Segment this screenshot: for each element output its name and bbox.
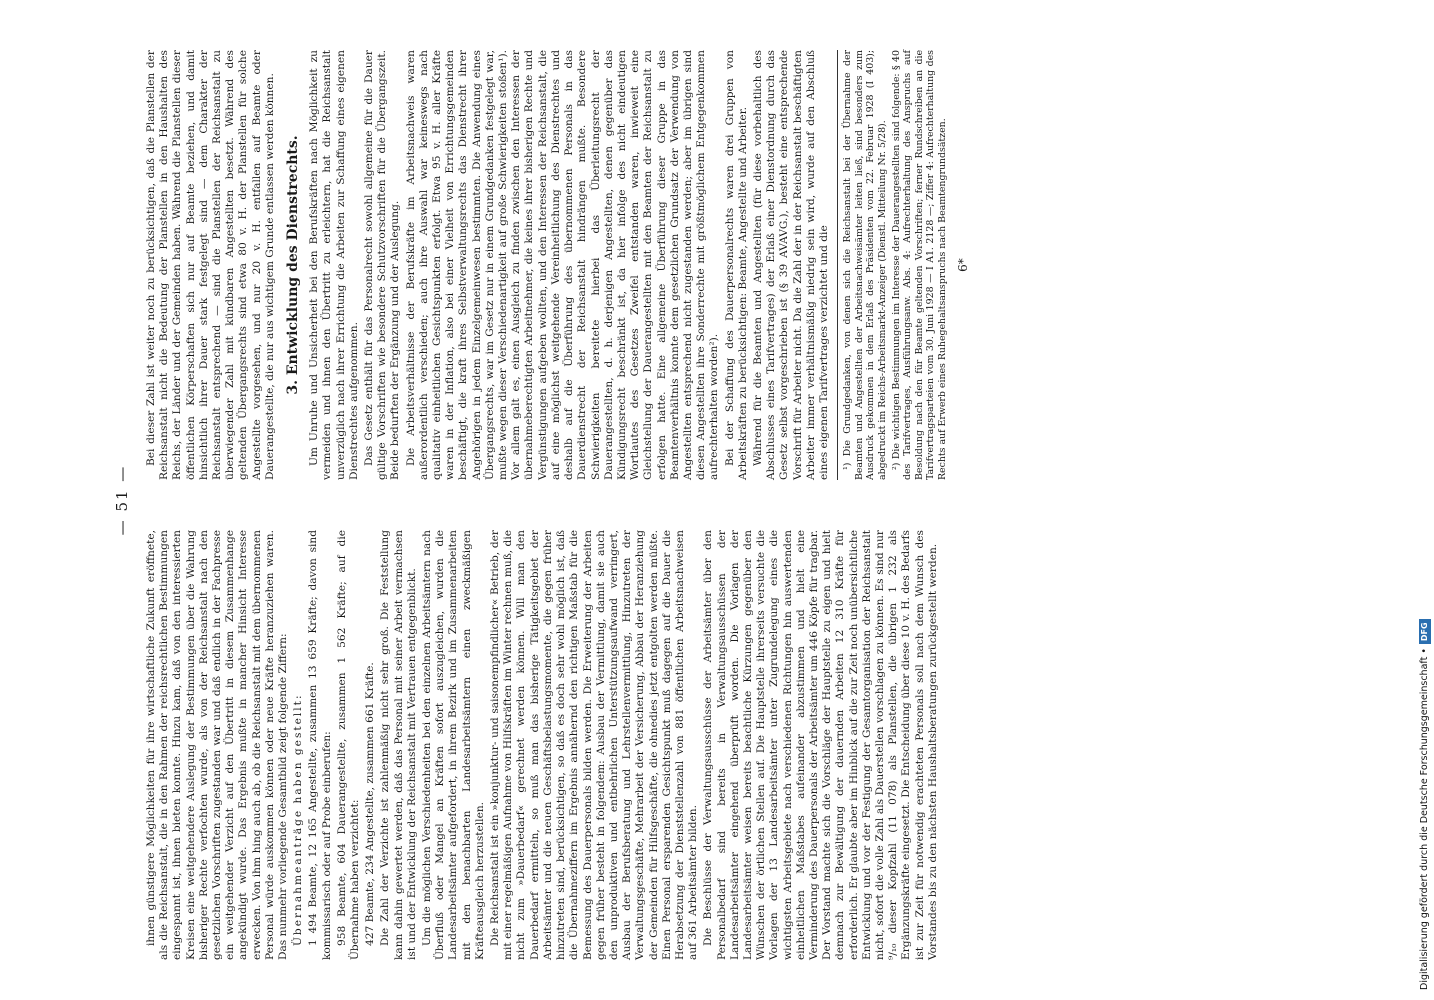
digitization-credit <box>1418 10 1432 990</box>
page-number: — 51 — <box>113 464 131 536</box>
footnote: ²) Die wichtigen Bestimmungen im Interesse der Dauerangestellten sind folgende: § 40 des Tarifvertrages, Ausführungsanw. Abs. 4: Aufrechterhaltung des Anspruchs auf Besoldung nach den für Beamte geltenden Vorschriften; ferner Rundschreiben an die Tarifvertragsparteien vom 30. Juni 1928 — I A1. 2128 —; Ziffer 4: Aufrechterhaltung des Rechts auf Erwerb eines Ruhegehaltsanspruchs nach Beamtengrundsätzen. <box>890 50 948 480</box>
stat-line: 427 Beamte, 234 Angestellte, zusammen 661 Kräfte. <box>364 662 377 946</box>
paragraph: Während für die Beamten und Angestellten (für diese vorbehaltlich des Abschlusses eines Tarifvertrages) der Erlaß einer Dienstordnung durch das Gesetz selbst vorgeschrieben ist (§ 39 AVAVG.), besteht eine entsprechende Vorschrift für Arbeiter nicht. Da die Zahl der in der Reichsanstalt beschäftigten Arbeiter immer verhältnismäßig niedrig sein wird, wurde auf den Abschluß eines eigenen Tarifvertrages verzichtet und die <box>751 50 830 480</box>
document-spread <box>105 0 1425 1000</box>
paragraph: ihnen günstigere Möglichkeiten für ihre wirtschaftliche Zukunft eröffnete, als die Reichsanstalt, die in den Rahmen der reichsrechtlichen Bestimmungen eingespannt ist, ihnen bieten konnte. Hinzu kam, daß von den interessierten Kreisen eine weitgehendere Auslegung der Bestimmungen über die Wahrung bisheriger Rechte verfochten wurde, als von der Reichsanstalt nach den gesetzlichen Vorschriften zugestanden war und daß endlich in der Fachpresse ein weitgehender Verzicht auf den Übertritt in diesem Zusammenhange angekündigt wurde. Das Ergebnis mußte in mancher Hinsicht Interesse erwecken. Von ihm hing auch ab, ob die Reichsanstalt mit dem übernommenen Personal würde auskommen können oder neue Kräfte heranzuziehen waren. Das nunmehr vorliegende Gesamtbild zeigt folgende Ziffern: <box>145 530 290 960</box>
right-column <box>145 50 970 480</box>
paragraph: Die Beschlüsse der Verwaltungsausschüsse der Arbeitsämter über den Personalbedarf sind bereits in Verwaltungsausschüssen der Landesarbeitsämter eingehend überprüft worden. Die Vorlagen der Landesarbeitsämter weisen bereits beachtliche Kürzungen gegenüber den Wünschen der örtlichen Stellen auf. Die Hauptstelle ihrerseits versuchte die Vorlagen der 13 Landesarbeitsämter unter Zugrundelegung eines die wichtigsten Arbeitsgebiete nach verschiedenen Richtungen hin auswertenden einheitlichen Maßstabes aufeinander abzustimmen und hielt eine Verminderung des Dauerpersonals der Arbeitsämter um 446 Köpfe für tragbar. Der Vorstand machte sich die Vorschläge der Hauptstelle zu eigen und hielt demnach zur Bewältigung der dauernden Arbeiten 12 310 Kräfte für erforderlich. Er glaubte aber im Hinblick auf die zur Zeit noch unübersichtliche Entwicklung und vor der Festigung der Gesamtorganisation der Reichsanstalt nicht, sofort die volle Zahl als Dauerstellen vorschlagen zu können. Es sind nur ⁹/₁₀ dieser Kopfzahl (11 078) als Planstellen, die übrigen 1 232 als Ergänzungskräfte eingesetzt. Die Entscheidung über diese 10 v. H. des Bedarfs ist zur Zeit für notwendig erachteten Personals soll nach dem Wunsch des Vorstandes bis zu den nächsten Haushaltsberatungen zurückgestellt werden. <box>702 530 939 960</box>
takeover-statistics <box>292 530 377 960</box>
section-heading: 3. Entwicklung des Dienstrechts. <box>285 135 302 395</box>
credit-text: Digitalisierung gefördert durch die Deutsche Forschungsgemeinschaft • <box>1419 648 1430 990</box>
footnote: ¹) Die Grundgedanken, von denen sich die Reichsanstalt bei der Übernahme der Beamten und Angestellten der Arbeitsnachweisämter leiten ließ, sind besonders zum Ausdruck gekommen in dem Erlaß des Präsidenten vom 22. Februar 1928 (I 403); abgedruckt im Reichs-Arbeitsmarkt-Anzeiger (Dienstl. Mitteilung Nr. 5/28). <box>842 50 888 480</box>
left-column <box>145 530 942 960</box>
paragraph: Die Reichsanstalt ist ein »konjunktur- und saisonempfindlicher« Betrieb, der mit einer regelmäßigen Aufnahme von Hilfskräften im Winter rechnen muß, die nicht zum »Dauerbedarf« gerechnet werden können. Will man den Dauerbedarf ermitteln, so muß man das bisherige Tätigkeitsgebiet der Arbeitsämter und die neuen Geschäftsbelastungsmomente, die gegen früher hinzutreten sind, berücksichtigen, so daß es doch sehr wohl möglich ist, daß die Übernahmeziffern im Ergebnis annähernd den richtigen Maßstab für die Bemessung des Dauerpersonals bilden werden. Die Erweiterung der Arbeiten gegen früher besteht in folgendem: Ausbau der Vermittlung, damit sie auch den unproduktiven und entbehrlichen Unterstützungsaufwand verringert, Ausbau der Berufsberatung und Lehrstellenvermittlung, Hinzutreten der Verwaltungsgeschäfte, Mehrarbeit der Versicherung, Abbau der Heranziehung der Gemeinden für Hilfsgeschäfte, die ohnedies jetzt entgolten werden müßte. Einen Personal ersparenden Gesichtspunkt muß dagegen auf die Dauer die Herabsetzung der Dienststellenzahl von 881 öffentlichen Arbeitsnachweisen auf 361 Arbeitsämter bilden. <box>489 530 700 960</box>
paragraph: Bei dieser Zahl ist weiter noch zu berücksichtigen, daß die Planstellen der Reichsanstalt nicht die Bedeutung der Planstellen in den Haushalten des Reichs, der Länder und der Gemeinden haben. Während die Planstellen dieser öffentlichen Körperschaften sich nur auf Beamte beziehen, und damit hinsichtlich ihrer Dauer stark festgelegt sind — dem Charakter der Reichsanstalt entsprechend — sind die Planstellen der Reichsanstalt zu überwiegender Zahl mit kündbaren Angestellten besetzt. Während des geltenden Übergangsrechts sind etwa 80 v. H. der Planstellen für solche Angestellte vorgesehen, und nur 20 v. H. entfallen auf Beamte oder Dauerangestellte, die nur aus wichtigem Grunde entlassen werden können. <box>145 50 276 480</box>
paragraph: Das Gesetz enthält für das Personalrecht sowohl allgemeine für die Dauer gültige Vorschriften wie besondere Schutzvorschriften für die Übergangszeit. Beide bedurften der Ergänzung und der Auslegung. <box>363 50 402 480</box>
paragraph: Um die möglichen Verschiedenheiten bei den einzelnen Arbeitsämtern nach Überfluß oder Mangel an Kräften sofort auszugleichen, wurden die Landesarbeitsämter aufgefordert, in ihrem Bezirk und im Zusammenarbeiten mit den benachbarten Landesarbeitsämtern einen zweckmäßigen Kräfteausgleich herzustellen. <box>421 530 486 960</box>
stat-line: 958 Beamte, 604 Dauerangestellte, zusammen 1 562 Kräfte; auf die Übernahme haben verzichtet: <box>335 530 362 960</box>
paragraph: Um Unruhe und Unsicherheit bei den Berufskräften nach Möglichkeit zu vermeiden und ihnen den Übertritt zu erleichtern, hat die Reichsanstalt unverzüglich nach ihrer Errichtung die Arbeiten zur Schaffung eines eigenen Dienstrechtes aufgenommen. <box>308 50 360 480</box>
paragraph: Die Zahl der Verzichte ist zahlenmäßig nicht sehr groß. Die Feststellung kann dahin gewertet werden, daß das Personal mit seiner Arbeit vermachsen ist und der Entwicklung der Reichsanstalt mit Vertrauen entgegenblickt. <box>379 530 418 960</box>
stats-heading: Übernahmeanträge haben gestellt: <box>292 693 305 946</box>
sheet-signature: 6* <box>955 258 970 272</box>
paragraph: Bei der Schaffung des Dauerpersonalrechts waren drei Gruppen von Arbeitskräften zu berücksichtigen: Beamte, Angestellte und Arbeiter. <box>723 50 749 480</box>
footnotes <box>837 50 948 480</box>
stat-line: 1 494 Beamte, 12 165 Angestellte, zusammen 13 659 Kräfte; davon sind kommissarisch oder auf Probe einberufen: <box>307 530 333 960</box>
dfg-logo-badge: DFG <box>1419 619 1431 644</box>
paragraph: Die Arbeitsverhältnisse der Berufskräfte im Arbeitsnachweis waren außerordentlich verschieden; auch ihre Auswahl war keineswegs nach qualitativ einheitlichen Gesichtspunkten erfolgt. Etwa 95 v. H. aller Kräfte waren in der Inflation, also bei einer Vielheit von Errichtungsgemeinden beschäftigt, die kraft ihres Selbstverwaltungsrechts das Dienstrecht ihrer Angehörigen in jedem Einzelgemeinwesen bestimmten. Die Anwendung eines Übergangsrechts, war im Gesetz nur in einem Grundgedanken festgelegt war, mußte wegen dieser Verschiedenartigkeit auf große Schwierigkeiten stoßen¹). Vor allem galt es, einen Ausgleich zu finden zwischen den Interessen der übernahmeberechtigten Arbeitnehmer, die keines ihrer bisherigen Rechte und Vergünstigungen aufgeben wollten, und den Interessen der Reichsanstalt, die auf eine möglichst weitgehende Vereinheitlichung des Dienstrechtes und deshalb auf die Überführung des übernommenen Personals in das Dauerdienstrecht der Reichsanstalt hindrängen mußte. Besondere Schwierigkeiten bereitete hierbei das Überleitungsrecht der Dauerangestellten, d. h. derjenigen Angestellten, denen gegenüber das Kündigungsrecht beschränkt ist, da hier infolge des nicht eindeutigen Wortlautes des Gesetzes Zweifel entstanden waren, inwieweit eine Gleichstellung der Dauerangestellten mit den Beamten der Reichsanstalt zu erfolgen hatte. Eine allgemeine Überführung dieser Gruppe in das Beamtenverhältnis konnte dem gesetzlichen Grundsatz der Verwendung von Angestellten entsprechend nicht zugestanden werden; aber im übrigen sind diesen Angestellten ihre Sonderrechte mit größtmöglichem Entgegenkommen aufrechterhalten worden²). <box>404 50 721 480</box>
